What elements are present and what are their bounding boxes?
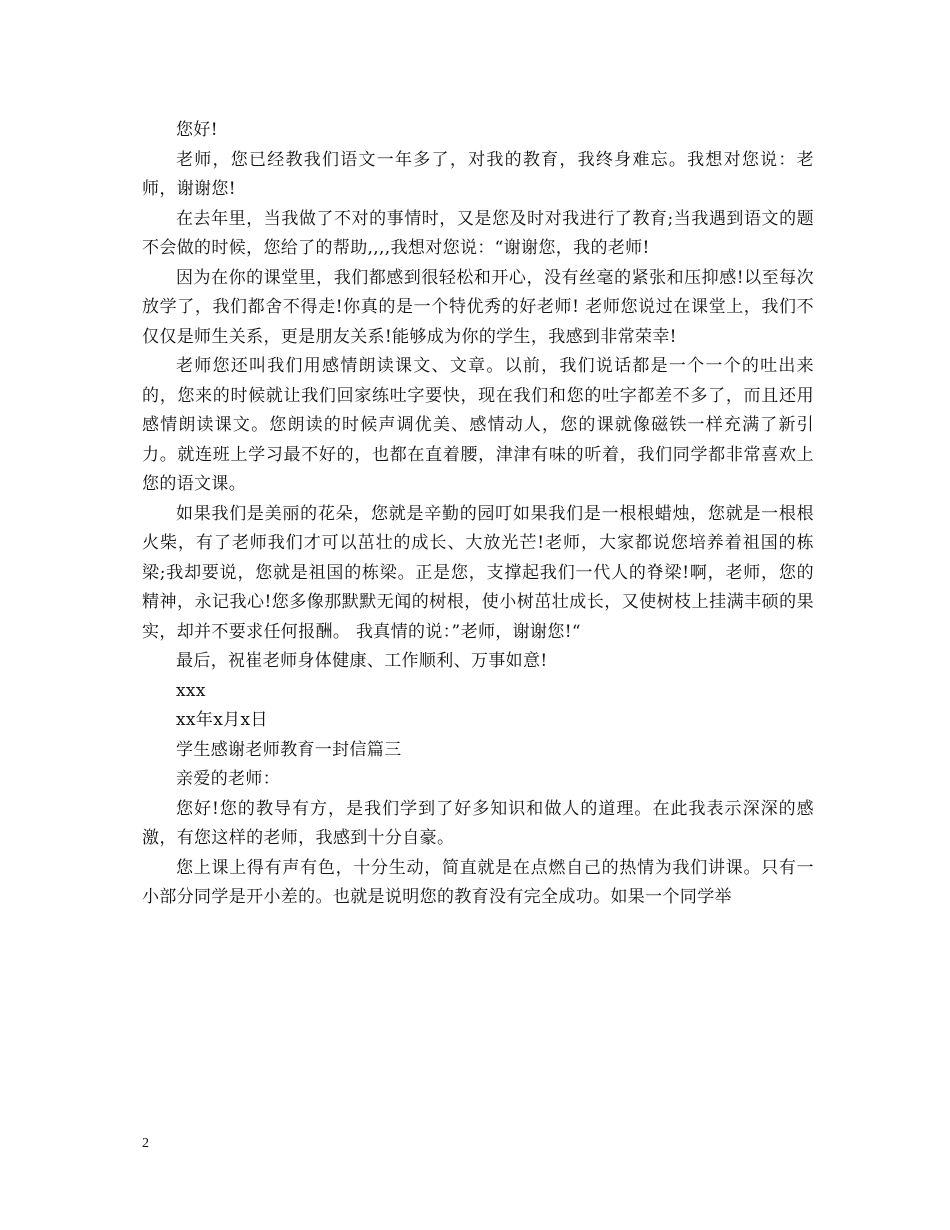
salutation: 亲爱的老师： xyxy=(176,769,281,789)
greeting-line: 您好! xyxy=(176,120,218,140)
signature-date: xx年x月x日 xyxy=(176,710,268,730)
paragraph-gratitude: 您好!您的教导有方，是我们学到了好多知识和做人的道理。在此我表示深深的感激，有您这样的老师，我感到十分自豪。 xyxy=(142,798,814,848)
paragraph-last-year: 在去年里，当我做了不对的事情时，又是您及时对我进行了教育;当我遇到语文的题不会做的时候，您给了的帮助,,,,我想对您说：“谢谢您，我的老师! xyxy=(142,208,814,258)
paragraph-flowers-candles: 如果我们是美丽的花朵，您就是辛勤的园叮如果我们是一根根蜡烛，您就是一根根火柴，有了老师我们才可以茁壮的成长、大放光芒!老师，大家都说您培养着祖国的栋梁;我却要说，您就是祖国的栋梁。正是您，支撑起我们一代人的脊梁!啊，老师，您的精神，永记我心!您多像那默默无闻的树根，使小树茁壮成长，又使树枝上挂满丰硕的果实，却并不要求任何报酬。 我真情的说：”老师，谢谢您!“ xyxy=(142,503,814,642)
signature-name: xxx xyxy=(176,680,206,701)
letter-body xyxy=(142,116,814,913)
paragraph-reading-aloud: 老师您还叫我们用感情朗读课文、文章。以前，我们说话都是一个一个的吐出来的，您来的时候就让我们回家练吐字要快，现在我们和您的吐字都差不多了，而且还用感情朗读课文。您朗读的时候声调优美、感情动人，您的课就像磁铁一样充满了新引力。就连班上学习最不好的，也都在直着腰，津津有味的听着，我们同学都非常喜欢上您的语文课。 xyxy=(142,356,814,494)
paragraph-lively-lessons: 您上课上得有声有色，十分生动，简直就是在点燃自己的热情为我们讲课。只有一小部分同学是开小差的。也就是说明您的教育没有完全成功。如果一个同学举 xyxy=(142,857,814,907)
paragraph-teaching-chinese: 老师，您已经教我们语文一年多了，对我的教育，我终身难忘。我想对您说：老师，谢谢您! xyxy=(142,149,814,199)
section-title: 学生感谢老师教育一封信篇三 xyxy=(176,739,402,760)
closing-wishes: 最后，祝崔老师身体健康、工作顺利、万事如意! xyxy=(176,651,548,671)
page-number: 2 xyxy=(142,1136,149,1151)
paragraph-classroom: 因为在你的课堂里，我们都感到很轻松和开心，没有丝毫的紧张和压抑感!以至每次放学了，我们都舍不得走!你真的是一个特优秀的好老师! 老师您说过在课堂上，我们不仅仅是师生关系，更是朋友关系!能够成为你的学生，我感到非常荣幸! xyxy=(142,267,814,347)
